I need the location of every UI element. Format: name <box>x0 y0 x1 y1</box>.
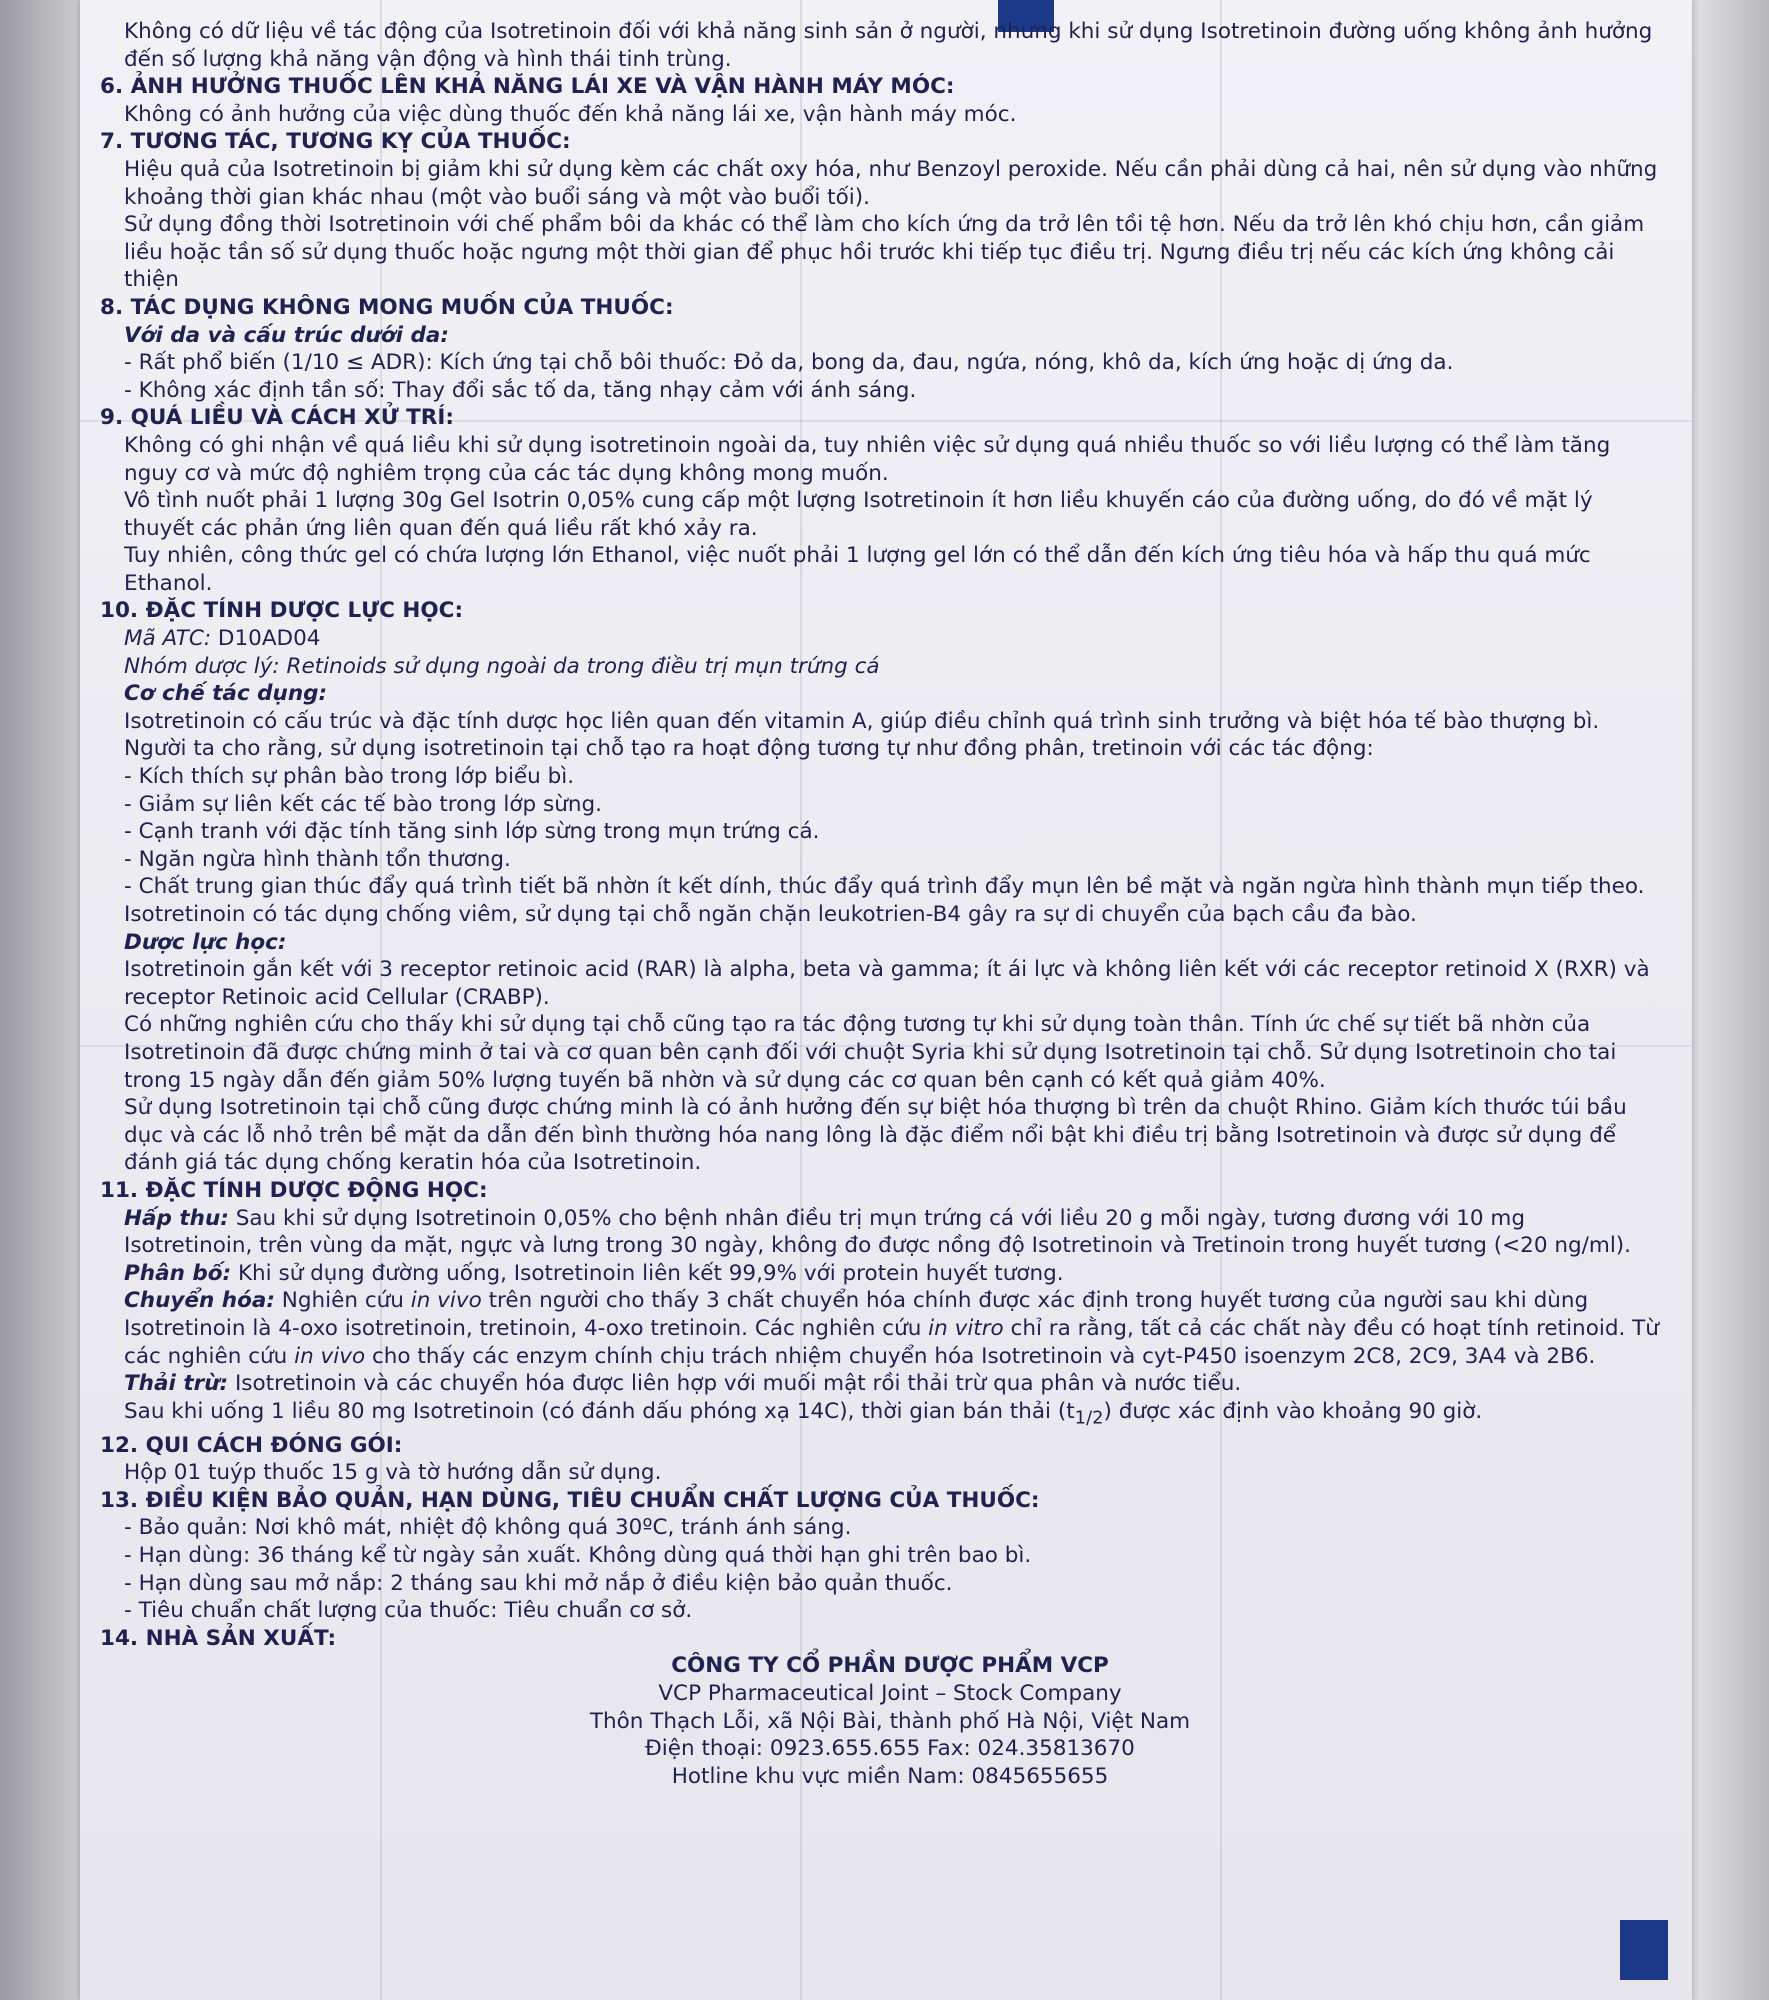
half-life-text: Sau khi uống 1 liều 80 mg Isotretinoin (có đánh dấu phóng xạ 14C), thời gian bán thải (t <box>124 1398 1075 1424</box>
print-mark <box>1620 1920 1668 1980</box>
pharmacological-group: Nhóm dược lý: Retinoids sử dụng ngoài da trong điều trị mụn trứng cá <box>124 653 880 679</box>
excretion-paragraph <box>100 1370 1660 1398</box>
company-name: CÔNG TY CỔ PHẦN DƯỢC PHẨM VCP <box>671 1653 1109 1679</box>
half-life-paragraph <box>100 1398 1660 1432</box>
section-12-heading: 12. QUI CÁCH ĐÓNG GÓI: <box>100 1432 403 1458</box>
half-life-subscript: 1/2 <box>1074 1406 1104 1428</box>
mechanism-bullet: - Kích thích sự phân bào trong lớp biểu bì. <box>124 764 575 790</box>
storage-bullet: - Tiêu chuẩn chất lượng của thuốc: Tiêu chuẩn cơ sở. <box>124 1598 693 1624</box>
section-6-text: Không có ảnh hưởng của việc dùng thuốc đến khả năng lái xe, vận hành máy móc. <box>124 101 1017 127</box>
excretion-label: Thải trừ: <box>124 1371 229 1397</box>
mechanism-heading: Cơ chế tác dụng: <box>124 681 328 707</box>
section-9-heading: 9. QUÁ LIỀU VÀ CÁCH XỬ TRÍ: <box>100 405 454 431</box>
company-address: Thôn Thạch Lỗi, xã Nội Bài, thành phố Hà Nội, Việt Nam <box>589 1708 1191 1734</box>
half-life-text: ) được xác định vào khoảng 90 giờ. <box>1103 1398 1483 1424</box>
atc-label: Mã ATC: <box>124 626 212 652</box>
mechanism-paragraph: Isotretinoin có cấu trúc và đặc tính dược học liên quan đến vitamin A, giúp điều chỉnh quá trình sinh trưởng và biệt hóa tế bào thượng bì. Người ta cho rằng, sử dụng isotretinoin tại chỗ tạo ra hoạt động tương tự như đồng phân, tretinoin với các tác động: <box>124 708 1600 762</box>
section-14-heading: 14. NHÀ SẢN XUẤT: <box>100 1625 337 1651</box>
manufacturer-block <box>540 1652 1240 1790</box>
absorption-paragraph <box>100 1205 1660 1260</box>
metabolism-text: cho thấy các enzym chính chịu trách nhiệm chuyển hóa Isotretinoin và cyt-P450 isoenzym 2C8, 2C9, 3A4 và 2B6. <box>365 1343 1596 1369</box>
section-8-heading: 8. TÁC DỤNG KHÔNG MONG MUỐN CỦA THUỐC: <box>100 294 674 320</box>
metabolism-label: Chuyển hóa: <box>124 1288 275 1314</box>
pharmacodynamics-paragraph: Isotretinoin gắn kết với 3 receptor retinoic acid (RAR) là alpha, beta và gamma; ít ái lực và không liên kết với các receptor retinoid X (RXR) và receptor Retinoic acid Cellular (CRABP). <box>124 957 1650 1010</box>
section-6-heading: 6. ẢNH HƯỞNG THUỐC LÊN KHẢ NĂNG LÁI XE VÀ VẬN HÀNH MÁY MÓC: <box>100 74 955 100</box>
section-13-heading: 13. ĐIỀU KIỆN BẢO QUẢN, HẠN DÙNG, TIÊU CHUẨN CHẤT LƯỢNG CỦA THUỐC: <box>100 1487 1040 1513</box>
distribution-text: Khi sử dụng đường uống, Isotretinoin liên kết 99,9% với protein huyết tương. <box>231 1260 1064 1286</box>
excretion-text: Isotretinoin và các chuyển hóa được liên hợp với muối mật rồi thải trừ qua phân và nước tiểu. <box>228 1371 1242 1397</box>
section-9-paragraph: Không có ghi nhận về quá liều khi sử dụng isotretinoin ngoài da, tuy nhiên việc sử dụng quá nhiều thuốc so với liều lượng có thể làm tăng nguy cơ và mức độ nghiêm trọng của các tác dụng không mong muốn. <box>124 432 1611 486</box>
pharmacodynamics-heading: Dược lực học: <box>124 929 287 955</box>
atc-code <box>100 625 1660 653</box>
background-right <box>1699 0 1769 2000</box>
section-7-paragraph: Sử dụng đồng thời Isotretinoin với chế phẩm bôi da khác có thể làm cho kích ứng da trở lên tồi tệ hơn. Nếu da trở lên khó chịu hơn, cần giảm liều hoặc tần số sử dụng thuốc hoặc ngưng một thời gian để phục hồi trước khi tiếp tục điều trị. Ngưng điều trị nếu các kích ứng không cải thiện <box>124 212 1645 293</box>
company-phone-fax: Điện thoại: 0923.655.655 Fax: 024.35813670 <box>645 1736 1135 1762</box>
anti-inflammatory-text: Isotretinoin có tác dụng chống viêm, sử dụng tại chỗ ngăn chặn leukotrien-B4 gây ra sự di chuyển của bạch cầu đa bào. <box>124 902 1417 927</box>
metabolism-text: in vivo <box>294 1343 366 1369</box>
section-9-paragraph: Tuy nhiên, công thức gel có chứa lượng lớn Ethanol, việc nuốt phải 1 lượng gel lớn có thể dẫn đến kích ứng tiêu hóa và hấp thu quá mức Ethanol. <box>124 543 1591 596</box>
distribution-label: Phân bố: <box>124 1260 232 1286</box>
pharmacodynamics-paragraph: Sử dụng Isotretinoin tại chỗ cũng được chứng minh là có ảnh hưởng đến sự biệt hóa thượng bì trên da chuột Rhino. Giảm kích thước túi bầu dục và các lỗ nhỏ trên bề mặt da dẫn đến bình thường hóa nang lông là đặc điểm nổi bật khi điều trị bằng Isotretinoin và được sử dụng để đánh giá tác dụng chống keratin hóa của Isotretinoin. <box>124 1095 1627 1176</box>
metabolism-text: trên người cho thấy 3 chất chuyển hóa chính được xác định trong huyết tương của người sau khi dùng Isotretinoin là 4-oxo isotretinoin, tretinoin, 4-oxo tretinoin. Các nghiên cứu <box>124 1288 1589 1341</box>
leaflet-content <box>100 18 1660 1790</box>
atc-value: D10AD04 <box>211 626 321 652</box>
distribution-paragraph <box>100 1260 1660 1288</box>
mechanism-bullet: - Ngăn ngừa hình thành tổn thương. <box>124 846 511 872</box>
metabolism-text: in vivo <box>410 1288 482 1314</box>
company-hotline: Hotline khu vực miền Nam: 0845655655 <box>671 1763 1109 1789</box>
background-left <box>0 0 85 2000</box>
pharmacodynamics-paragraph: Có những nghiên cứu cho thấy khi sử dụng tại chỗ cũng tạo ra tác động tương tự khi sử dụng toàn thân. Tính ức chế sự tiết bã nhờn của Isotretinoin đã được chứng minh ở tai và cơ quan bên cạnh đối với chuột Syria khi sử dụng Isotretinoin tại chỗ. Sử dụng Isotretinoin cho tai trong 15 ngày dẫn đến giảm 50% lượng tuyến bã nhờn và sử dụng các cơ quan bên cạnh có kết quả giảm 40%. <box>124 1012 1617 1093</box>
fertility-note: Không có dữ liệu về tác động của Isotretinoin đối với khả năng sinh sản ở người, nhưng khi sử dụng Isotretinoin đường uống không ảnh hưởng đến số lượng khả năng vận động và hình thái tinh trùng. <box>124 19 1653 72</box>
section-8-subheading: Với da và cấu trúc dưới da: <box>124 322 449 348</box>
mechanism-bullet: - Cạnh tranh với đặc tính tăng sinh lớp sừng trong mụn trứng cá. <box>124 819 820 845</box>
storage-bullet: - Bảo quản: Nơi khô mát, nhiệt độ không quá 30ºC, tránh ánh sáng. <box>124 1515 852 1541</box>
storage-bullet: - Hạn dùng sau mở nắp: 2 tháng sau khi mở nắp ở điều kiện bảo quản thuốc. <box>124 1570 953 1596</box>
mechanism-bullet: - Giảm sự liên kết các tế bào trong lớp sừng. <box>124 791 602 817</box>
section-10-heading: 10. ĐẶC TÍNH DƯỢC LỰC HỌC: <box>100 598 464 624</box>
metabolism-paragraph <box>100 1287 1660 1370</box>
absorption-label: Hấp thu: <box>124 1205 229 1231</box>
metabolism-text: Nghiên cứu <box>274 1288 411 1314</box>
section-9-paragraph: Vô tình nuốt phải 1 lượng 30g Gel Isotrin 0,05% cung cấp một lượng Isotretinoin ít hơn liều khuyến cáo của đường uống, do đó về mặt lý thuyết các phản ứng liên quan đến quá liều rất khó xảy ra. <box>124 488 1593 541</box>
section-8-bullet: - Rất phổ biến (1/10 ≤ ADR): Kích ứng tại chỗ bôi thuốc: Đỏ da, bong da, đau, ngứa, nóng, khô da, kích ứng hoặc dị ứng da. <box>124 350 1454 376</box>
absorption-text: Sau khi sử dụng Isotretinoin 0,05% cho bệnh nhân điều trị mụn trứng cá với liều 20 g mỗi ngày, tương đương với 10 mg Isotretinoin, trên vùng da mặt, ngực và lưng trong 30 ngày, không đo được nồng độ Isotretinoin và Tretinoin trong huyết tương (<20 ng/ml). <box>124 1205 1632 1259</box>
metabolism-text: in vitro <box>928 1315 1004 1341</box>
mechanism-bullet: - Chất trung gian thúc đẩy quá trình tiết bã nhờn ít kết dính, thúc đẩy quá trình đẩy mụn lên bề mặt và ngăn ngừa hình thành mụn tiếp theo. <box>124 874 1645 900</box>
section-12-text: Hộp 01 tuýp thuốc 15 g và tờ hướng dẫn sử dụng. <box>124 1460 662 1486</box>
section-7-heading: 7. TƯƠNG TÁC, TƯƠNG KỴ CỦA THUỐC: <box>100 129 571 155</box>
company-name-english: VCP Pharmaceutical Joint – Stock Company <box>658 1680 1122 1706</box>
storage-bullet: - Hạn dùng: 36 tháng kể từ ngày sản xuất. Không dùng quá thời hạn ghi trên bao bì. <box>124 1542 1032 1568</box>
metabolism-text: chỉ ra rằng, tất cả các chất này đều có hoạt tính retinoid. Từ các nghiên cứu <box>124 1315 1659 1369</box>
section-8-bullet: - Không xác định tần số: Thay đổi sắc tố da, tăng nhạy cảm với ánh sáng. <box>124 377 917 403</box>
section-7-paragraph: Hiệu quả của Isotretinoin bị giảm khi sử dụng kèm các chất oxy hóa, như Benzoyl peroxide. Nếu cần phải dùng cả hai, nên sử dụng vào những khoảng thời gian khác nhau (một vào buổi sáng và một vào buổi tối). <box>124 156 1658 210</box>
section-11-heading: 11. ĐẶC TÍNH DƯỢC ĐỘNG HỌC: <box>100 1177 488 1203</box>
